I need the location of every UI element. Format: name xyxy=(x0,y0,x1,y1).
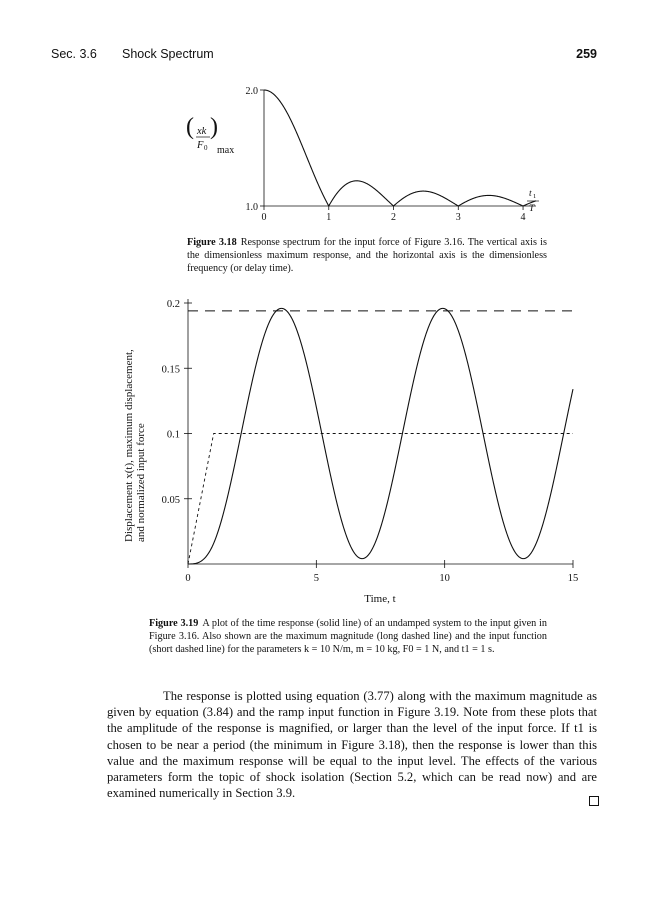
section-title: Shock Spectrum xyxy=(122,47,214,61)
figure-3-19-chart xyxy=(110,290,600,615)
fig319-x-tick-label: 10 xyxy=(439,573,450,584)
x-label-num: t xyxy=(529,189,532,199)
section-number: Sec. 3.6 xyxy=(51,47,97,61)
fig318-y-tick-label: 2.0 xyxy=(245,86,258,97)
fig319-y-axis-label xyxy=(123,349,147,542)
body-paragraph: The response is plotted using equation (3.77) along with the maximum magnitude as given by equation (3.84) and the ramp input function in Figure 3.19. Note from these plots that the amplitude of the response is magnified, or larger than the level of the input force. If t1 is chosen to be near a period (the minimum in Figure 3.18), then the response is lower than this value and the maximum response will be equal to the input level. The effects of the various parameters form the topic of shock isolation (Section 5.2, which can be read now) and are examined numerically in Section 3.9. xyxy=(107,689,597,801)
paren-right: ) xyxy=(210,114,218,140)
fig319-response-line xyxy=(188,308,573,564)
caption-label: Figure 3.19 xyxy=(149,618,199,629)
end-of-section-box xyxy=(589,796,599,806)
paren-left: ( xyxy=(186,114,194,140)
fig319-y-tick-label: 0.15 xyxy=(161,364,180,376)
fig318-x-tick-label: 4 xyxy=(520,212,526,223)
y-label-numerator: xk xyxy=(197,126,207,137)
running-header xyxy=(51,47,597,65)
fig318-y-tick-label: 1.0 xyxy=(245,202,258,213)
fig318-x-tick-label: 0 xyxy=(261,212,267,223)
fig319-x-axis-label: Time, t xyxy=(364,593,396,605)
caption-text: A plot of the time response (solid line) of an undamped system to the input given in Figure 3.16. Also shown are the maximum magnitude (long dashed line) and the input function (short dashed line) for the parameters k = 10 N/m, m = 10 kg, F0 = 1 N, and t1 = 1 s. xyxy=(149,618,547,655)
fig318-x-tick-label: 3 xyxy=(455,212,461,223)
fig319-x-tick-label: 15 xyxy=(567,573,579,584)
y-label-den-F: F xyxy=(197,140,204,151)
figure-3-18-chart xyxy=(180,78,560,228)
caption-label: Figure 3.18 xyxy=(187,237,237,248)
x-label-den: T xyxy=(529,204,535,214)
fig319-y-tick-label: 0.05 xyxy=(161,494,180,506)
fig318-axes xyxy=(246,86,537,223)
fig319-y-tick-label: 0.2 xyxy=(166,299,180,310)
fig319-x-tick-label: 0 xyxy=(185,573,191,584)
fig319-axes xyxy=(162,299,579,584)
y-label-line1: Displacement x(t), maximum displacement, xyxy=(123,349,135,542)
fig318-x-tick-label: 1 xyxy=(326,212,332,223)
x-label-num-sub: 1 xyxy=(533,193,537,200)
figure-3-18-caption xyxy=(187,236,547,275)
page-number: 259 xyxy=(576,47,597,61)
figure-3-19-caption xyxy=(149,617,547,656)
fig319-y-tick-label: 0.1 xyxy=(166,429,180,441)
y-label-den-sub: 0 xyxy=(204,144,208,152)
y-label-line2: and normalized input force xyxy=(135,423,147,542)
y-label-suffix: max xyxy=(217,145,235,156)
fig318-spectrum-line xyxy=(264,90,536,206)
fig318-y-axis-label xyxy=(186,114,234,156)
caption-text: Response spectrum for the input force of Figure 3.16. The vertical axis is the dimensionless maximum response, and the horizontal axis is the dimensionless frequency (or delay time). xyxy=(187,237,547,274)
fig319-x-tick-label: 5 xyxy=(313,573,319,584)
fig318-x-tick-label: 2 xyxy=(391,212,397,223)
fig319-input-force-line xyxy=(188,434,573,565)
